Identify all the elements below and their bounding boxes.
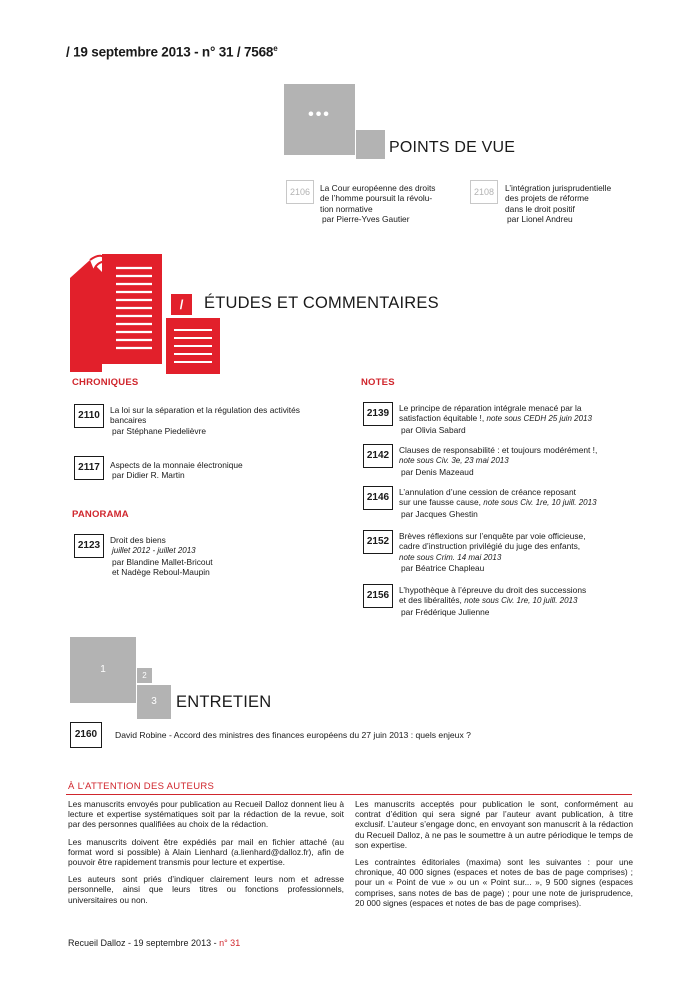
article-title-line: Le principe de réparation intégrale menacé par la: [399, 403, 582, 413]
article-text: [399, 445, 629, 477]
article-title-line: cadre d’instruction privilégié du juge des enfants,: [399, 541, 581, 552]
article-number: 2142: [363, 444, 393, 468]
etudes-title: ÉTUDES ET COMMENTAIRES: [204, 294, 439, 312]
article-subtitle: juillet 2012 - juillet 2013: [112, 546, 196, 556]
article-author: par Didier R. Martin: [112, 470, 185, 481]
article-author: par Pierre-Yves Gautier: [322, 214, 410, 225]
auteurs-paragraph: Les manuscrits acceptés pour publication le sont, conformément au contrat d’édition qui sera signé par l’auteur avant publication, à titre exclusif. L’auteur s’engage donc, en envoyant son manuscrit à la rédaction du Recueil Dalloz, à ne pas le soumettre à un autre périodique le temps de son expertise.: [355, 799, 633, 850]
article-author: par Blandine Mallet-Bricout: [112, 556, 213, 567]
article-author: par Béatrice Chapleau: [401, 563, 485, 574]
article-title-line: Aspects de la monnaie électronique: [110, 460, 243, 470]
points-de-vue-small-square: [356, 130, 385, 159]
article-author: par Jacques Ghestin: [401, 508, 478, 519]
entretien-title: ENTRETIEN: [176, 693, 272, 711]
auteurs-paragraph: Les contraintes éditoriales (maxima) sont les suivantes : pour une chronique, 40 000 signes (espaces et notes de bas de page comprises) ; pour un « Point de vue » ou un « Point sur... », 9 500 signes (espaces comprises, sans notes de bas de page) ; pour une note de jurisprudence, 20 000 signes (espaces et notes de bas de page comprises).: [355, 857, 633, 908]
points-de-vue-title: POINTS DE VUE: [389, 139, 516, 156]
dots-icon: •••: [308, 106, 331, 123]
article-title-line: et des libéralités,: [399, 595, 462, 606]
entretien-number[interactable]: 2160: [70, 722, 102, 748]
auteurs-paragraph: Les manuscrits envoyés pour publication au Recueil Dalloz donnent lieu à lecture et expertise systématiques soit par la rédaction de la revue, soit par des personnes qualifiées au choix de la rédaction.: [68, 799, 344, 830]
article-number-2108[interactable]: 2108: [470, 180, 498, 204]
article-title-line: dans le droit positif: [505, 203, 575, 214]
auteurs-rule: [66, 794, 632, 795]
auteurs-left-column: [68, 799, 344, 912]
article-title-line: bancaires: [110, 415, 147, 426]
article-note: note sous Crim. 14 mai 2013: [399, 552, 502, 562]
article-title: Droit des biens: [110, 535, 166, 545]
document-stack-icon: [68, 246, 222, 376]
article-author: par Stéphane Piedelièvre: [112, 425, 207, 436]
footer-issue: n° 31: [219, 938, 241, 948]
article-note: note sous Civ. 1re, 10 juill. 2013: [483, 498, 597, 508]
article-number: 2156: [363, 584, 393, 608]
article-title-line: L’intégration jurisprudentielle: [505, 183, 612, 193]
article-text: [399, 487, 629, 519]
article-title-line: de l’homme poursuit la révolu-: [320, 193, 433, 204]
page-footer: [68, 938, 240, 948]
article-text: [399, 585, 639, 617]
article-title-line: L’hypothèque à l’épreuve du droit des successions: [399, 585, 587, 595]
article-2106[interactable]: [320, 183, 460, 225]
auteurs-title: À L’ATTENTION DES AUTEURS: [68, 781, 215, 792]
article-number: 2110: [74, 404, 104, 428]
auteurs-right-column: [355, 799, 633, 915]
article-title-line: tion normative: [320, 203, 373, 214]
footer-text: Recueil Dalloz - 19 septembre 2013 -: [68, 938, 220, 948]
issue-sup: e: [273, 44, 278, 53]
article-author: par Olivia Sabard: [401, 424, 466, 435]
article-text: [110, 535, 320, 578]
article-text: [110, 405, 320, 436]
slash-badge: /: [171, 294, 192, 315]
entretien-box-2: 2: [137, 668, 152, 683]
entretien-box-1: 1: [70, 637, 136, 703]
article-author: par Lionel Andreu: [507, 214, 573, 225]
article-author: et Nadège Reboul-Maupin: [112, 567, 210, 578]
article-text: [399, 531, 639, 574]
article-title-line: sur une fausse cause,: [399, 497, 481, 508]
article-author: par Frédérique Julienne: [401, 606, 490, 617]
article-note: note sous Civ. 1re, 10 juill. 2013: [464, 596, 578, 606]
article-number: 2152: [363, 530, 393, 554]
entretien-text[interactable]: David Robine - Accord des ministres des finances européens du 27 juin 2013 : quels enjeux ?: [115, 730, 471, 740]
issue-main: / 19 septembre 2013 - n° 31 / 7568: [66, 44, 274, 60]
article-number: 2123: [74, 534, 104, 558]
article-number: 2139: [363, 402, 393, 426]
article-title-line: La loi sur la séparation et la régulation des activités: [110, 405, 300, 415]
article-number-2106[interactable]: 2106: [286, 180, 314, 204]
article-text: [399, 403, 629, 435]
article-text: [110, 460, 320, 481]
article-number: 2146: [363, 486, 393, 510]
auteurs-paragraph: Les auteurs sont priés d’indiquer clairement leurs nom et adresse personnelle, ainsi que leurs titres ou fonctions professionnels, universitaires ou non.: [68, 874, 344, 905]
article-title-line: L’annulation d’une cession de créance reposant: [399, 487, 576, 497]
article-2108[interactable]: [505, 183, 645, 225]
entretien-box-3: 3: [137, 685, 171, 719]
issue-header: [66, 44, 277, 60]
article-title-line: Brèves réflexions sur l’enquête par voie officieuse,: [399, 531, 586, 541]
article-title-line: satisfaction équitable !,: [399, 413, 485, 424]
chroniques-heading: CHRONIQUES: [72, 377, 139, 388]
article-title-line: Clauses de responsabilité : et toujours modérément !,: [399, 445, 598, 455]
article-title-line: La Cour européenne des droits: [320, 183, 436, 193]
article-note: note sous CEDH 25 juin 2013: [486, 414, 592, 424]
panorama-heading: PANORAMA: [72, 509, 129, 520]
article-author: par Denis Mazeaud: [401, 466, 474, 477]
auteurs-paragraph: Les manuscrits doivent être expédiés par mail en fichier attaché (au format word si possible) à Alain Lienhard (a.lienhard@dalloz.fr), afin de pouvoir être rapidement transmis pour lecture et expertise.: [68, 836, 344, 868]
notes-heading: NOTES: [361, 377, 395, 388]
article-title-line: des projets de réforme: [505, 193, 589, 204]
article-number: 2117: [74, 456, 104, 480]
article-note: note sous Civ. 3e, 23 mai 2013: [399, 456, 509, 466]
